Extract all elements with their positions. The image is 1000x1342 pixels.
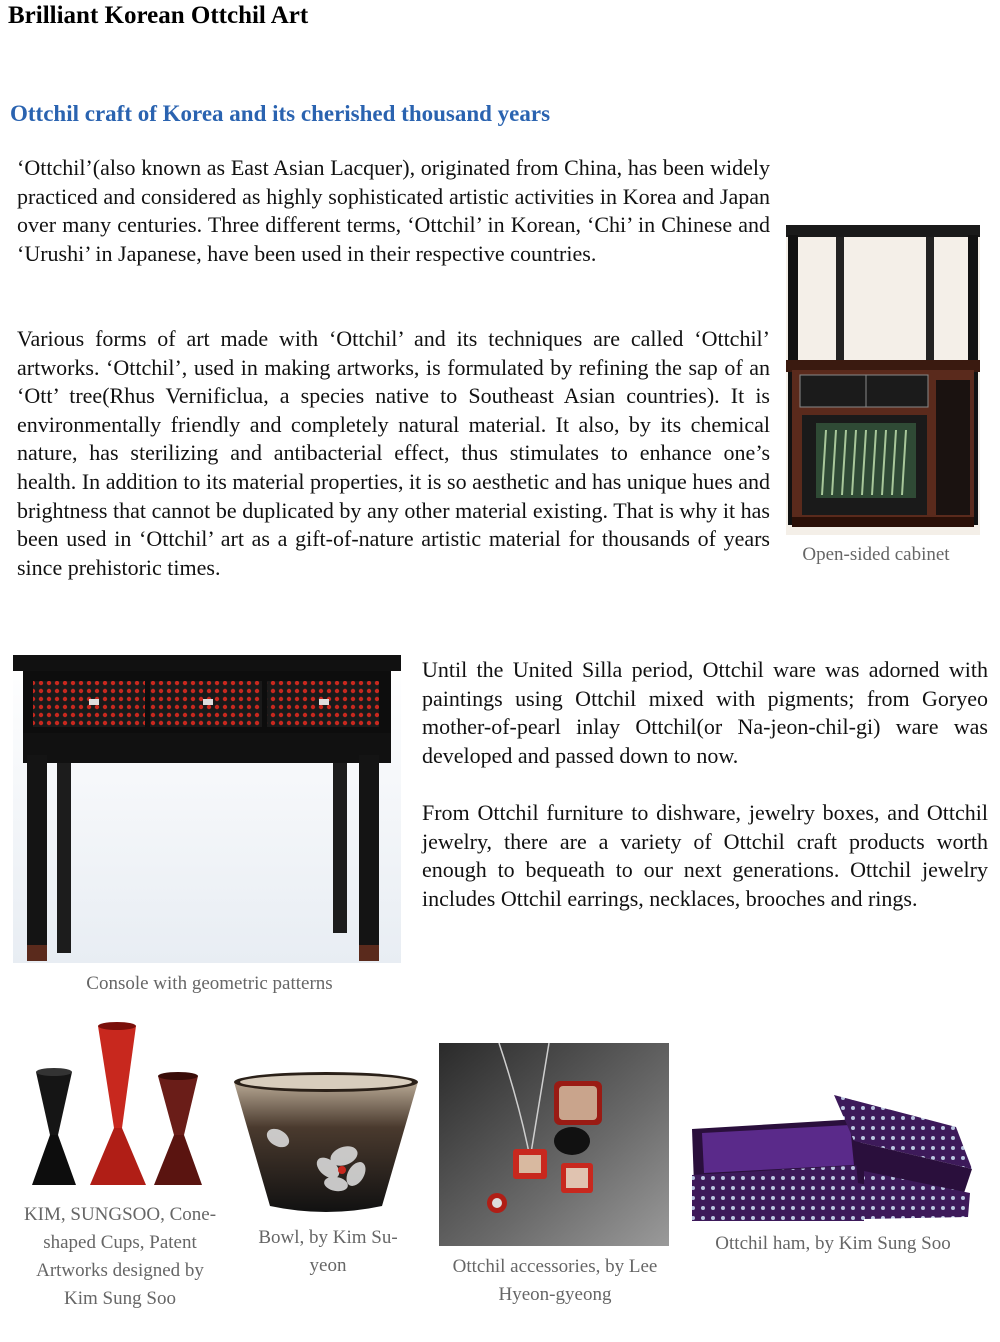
cabinet-caption: Open-sided cabinet xyxy=(802,544,950,565)
ottchil-artworks-paragraph: Various forms of art made with ‘Ottchil’ and its techniques are called ‘Ottchil’ artworks. ‘Ottchil’, used in making artworks, is formulated by refining the sap of an ‘Ott’ tree(Rhus Vernificlua, a species native to Southeast Asian countries). It is environmentally friendly and completely natural material. It also, by its chemical nature, has sterilizing and antibacterial effect, thus stimulates to enhance one’s health. In addition to its material properties, it is so aesthetic and has unique hues and brightness that cannot be duplicated by any other material existing. That is why it has been used in ‘Ottchil’ art as a gift-of-nature artistic material for thousands of years since prehistoric times. xyxy=(17,326,770,580)
cone-cups-image xyxy=(30,1020,210,1190)
ham-box-caption: Ottchil ham, by Kim Sung Soo xyxy=(715,1233,951,1254)
silla-period-paragraph: Until the United Silla period, Ottchil ware was adorned with paintings using Ottchil mixed with pigments; from Goryeo mother-of-pearl inlay Ottchil(or Na-jeon-chil-gi) ware was developed and passed down to now. xyxy=(422,657,988,768)
cone-cups-caption: KIM, SUNGSOO, Cone-shaped Cups, Patent Artworks designed by Kim Sung Soo xyxy=(23,1204,217,1309)
accessories-image xyxy=(439,1043,669,1246)
console-image xyxy=(13,655,401,963)
bowl-caption: Bowl, by Kim Su-yeon xyxy=(258,1227,398,1276)
bowl-image xyxy=(232,1068,420,1218)
ham-box-image xyxy=(688,1093,974,1223)
intro-paragraph: ‘Ottchil’(also known as East Asian Lacquer), originated from China, has been widely practiced and considered as highly sophisticated artistic activities in Korea and Japan over many centuries. Three different terms, ‘Ottchil’ in Korean, ‘Chi’ in Chinese and ‘Urushi’ in Japanese, have been used in their respective countries. xyxy=(17,155,770,266)
console-caption: Console with geometric patterns xyxy=(86,973,333,994)
craft-products-paragraph: From Ottchil furniture to dishware, jewelry boxes, and Ottchil jewelry, there are a variety of Ottchil craft products worth enough to bequeath to our next generations. Ottchil jewelry includes Ottchil earrings, necklaces, brooches and rings. xyxy=(422,800,988,911)
section-subtitle: Ottchil craft of Korea and its cherished thousand years xyxy=(10,101,551,126)
accessories-caption: Ottchil accessories, by Lee Hyeon-gyeong xyxy=(452,1256,658,1305)
page-title: Brilliant Korean Ottchil Art xyxy=(8,2,309,29)
cabinet-image xyxy=(786,225,980,535)
